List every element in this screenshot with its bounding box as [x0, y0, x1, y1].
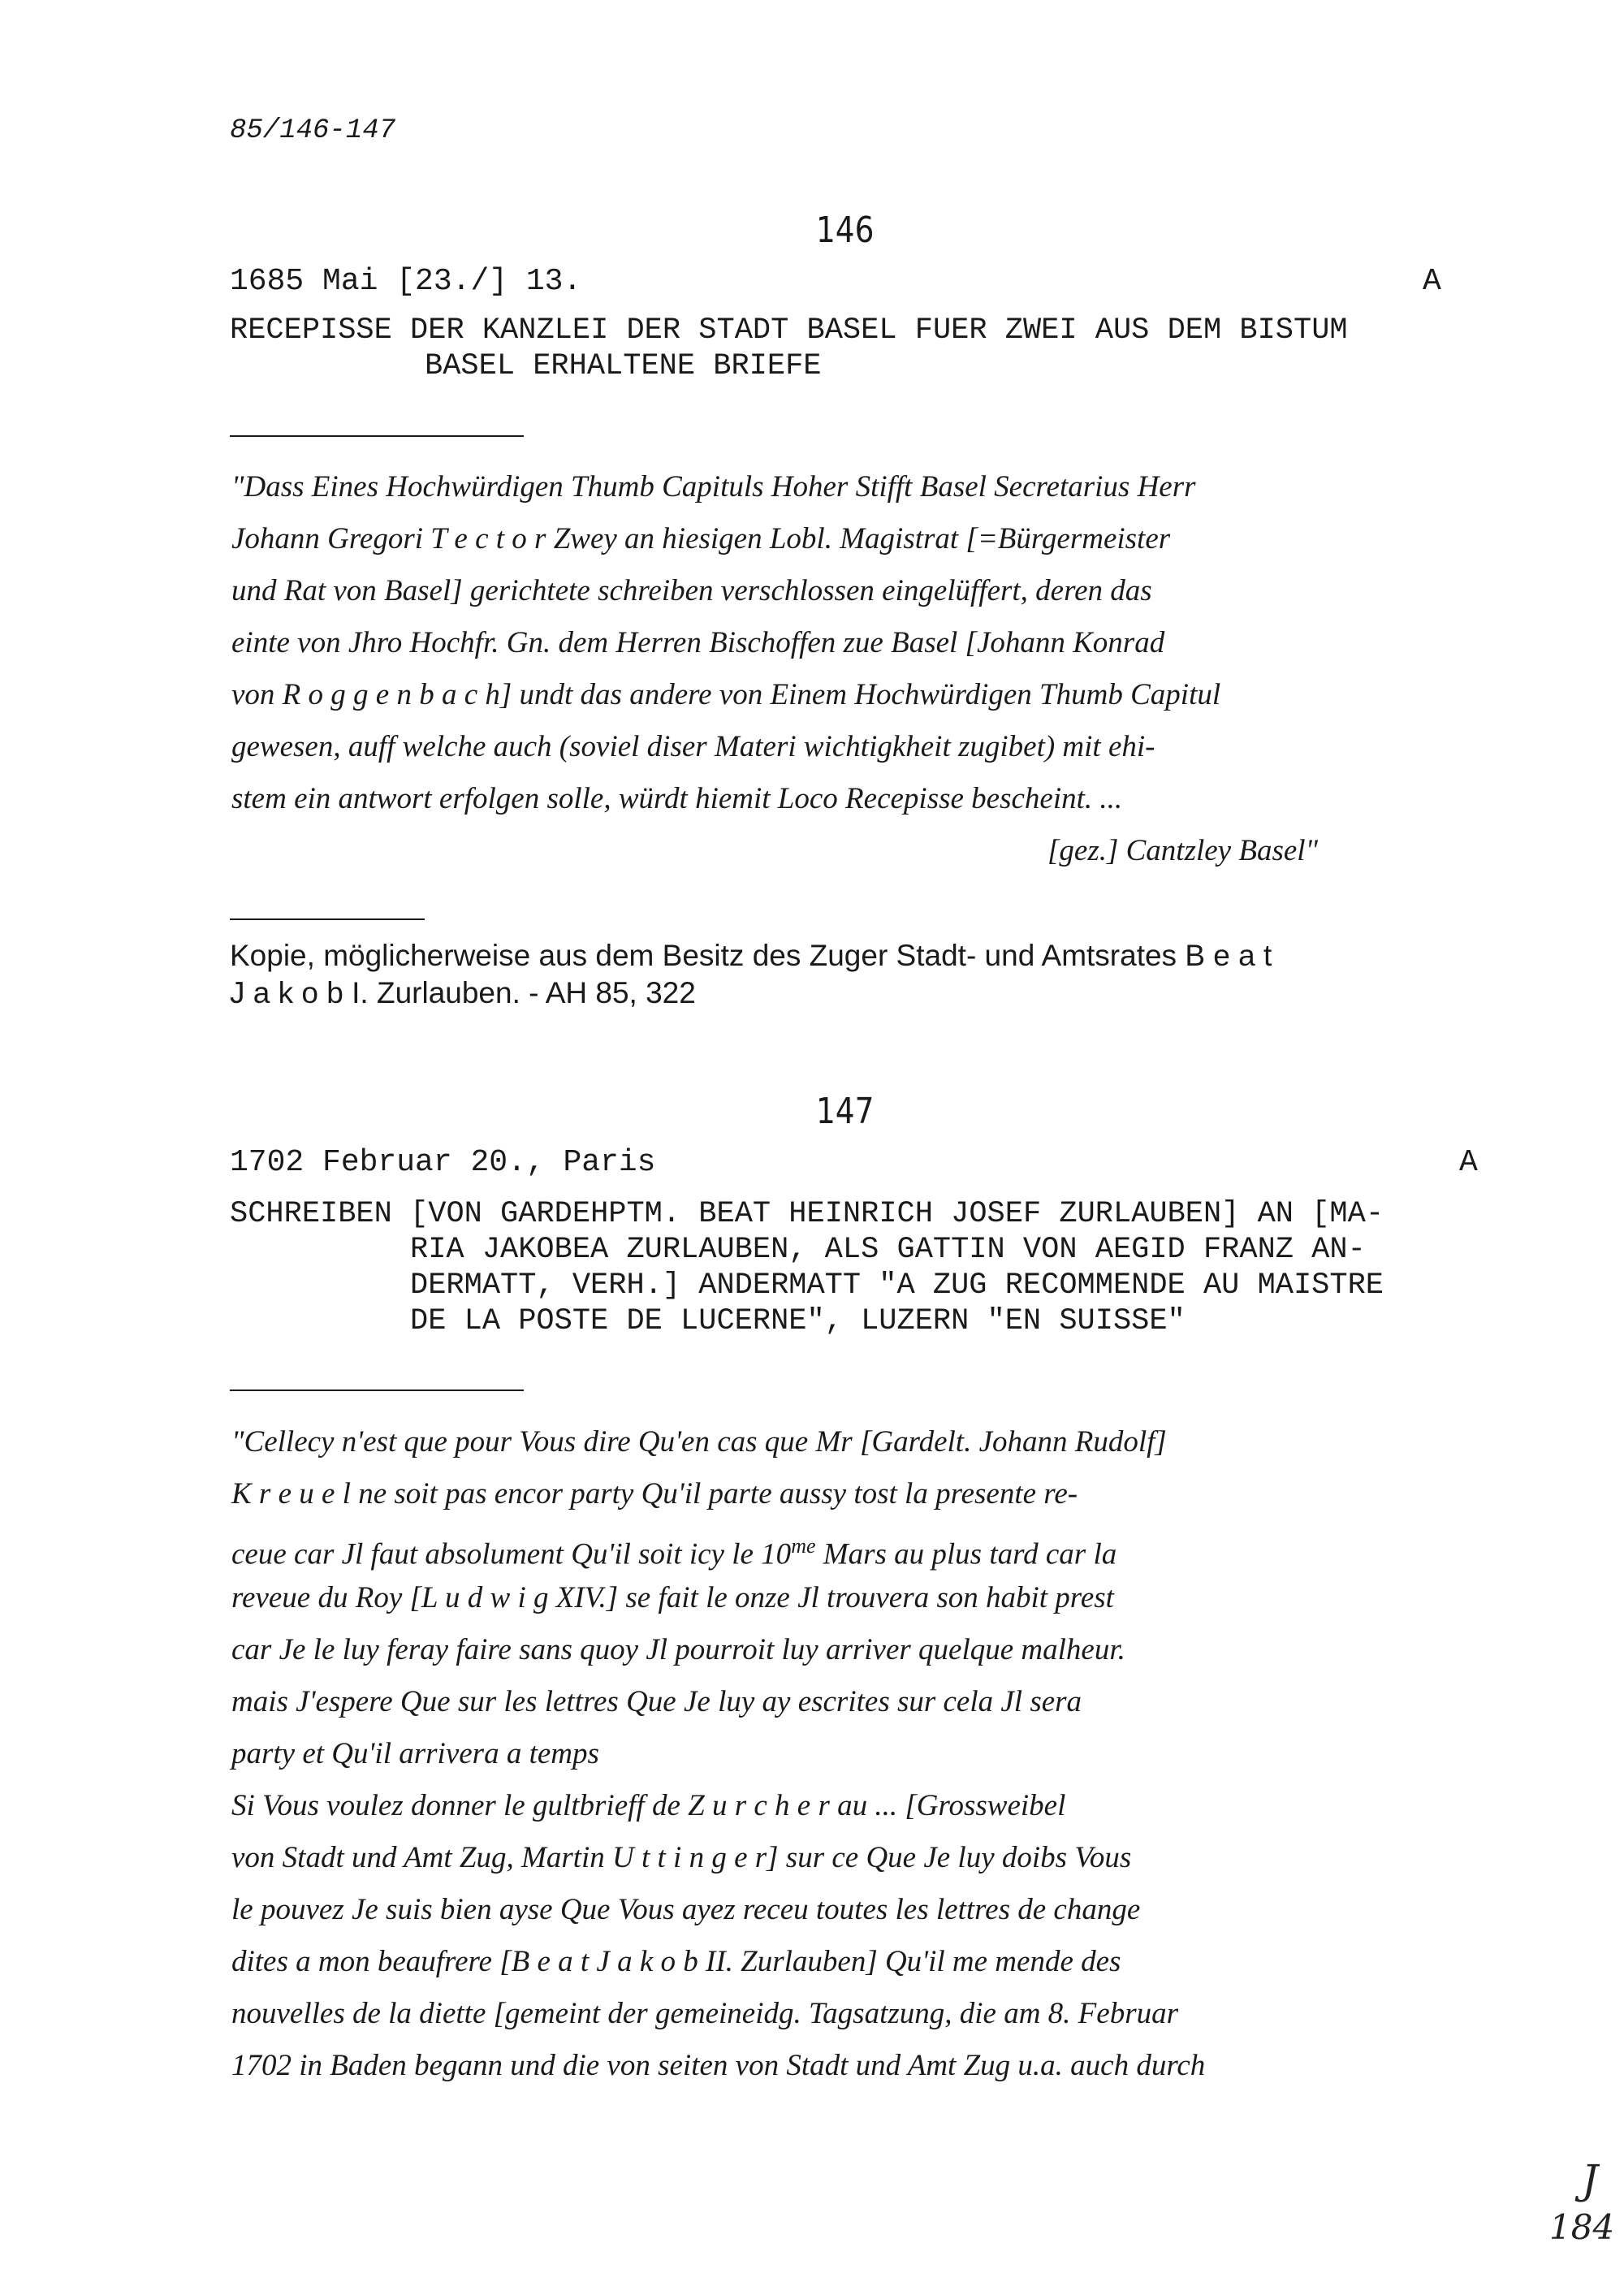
quote-line: 1702 in Baden begann und die von seiten von Stadt und Amt Zug u.a. auch durch [231, 2049, 1206, 2082]
quote-line: von R o g g e n b a c h] undt das andere von Einem Hochwürdigen Thumb Capitul [231, 678, 1221, 711]
doc146-note [230, 937, 1272, 1012]
quote-line: K r e u e l ne soit pas encor party Qu'il parte aussy tost la presente re- [231, 1477, 1078, 1511]
quote-line-tail: Mars au plus tard car la [815, 1537, 1117, 1571]
doc146-rule-bottom [230, 918, 425, 920]
doc146-quote [231, 461, 1220, 825]
quote-line: von Stadt und Amt Zug, Martin U t t i n g e r] sur ce Que Je luy doibs Vous [231, 1841, 1132, 1874]
quote-line [231, 1520, 1205, 1572]
doc146-title [230, 313, 1348, 384]
doc147-title-line: DE LA POSTE DE LUCERNE", LUZERN "EN SUISSE" [410, 1304, 1186, 1338]
doc146-number: 146 [816, 210, 875, 251]
quote-line: car Je le luy feray faire sans quoy Jl pourroit luy arriver quelque malheur. [231, 1633, 1125, 1666]
quote-line: gewesen, auff welche auch (soviel diser Materi wichtigkheit zugibet) mit ehi- [231, 730, 1155, 763]
quote-line: "Dass Eines Hochwürdigen Thumb Capituls Hoher Stifft Basel Secretarius Herr [231, 470, 1196, 504]
doc146-category: A [1423, 264, 1441, 299]
quote-line: reveue du Roy [L u d w i g XIV.] se fait le onze Jl trouvera son habit prest [231, 1581, 1114, 1614]
quote-line-start: ceue car Jl faut absolument Qu'il soit icy le 10 [231, 1537, 792, 1571]
handwritten-page-number: 184 [1549, 2207, 1615, 2247]
quote-line: party et Qu'il arrivera a temps [231, 1737, 599, 1770]
note-line: J a k o b I. Zurlauben. - AH 85, 322 [230, 976, 696, 1009]
doc147-title-line: DERMATT, VERH.] ANDERMATT "A ZUG RECOMMENDE AU MAISTRE [410, 1268, 1384, 1303]
doc146-title-line: BASEL ERHALTENE BRIEFE [425, 349, 822, 383]
quote-line: und Rat von Basel] gerichtete schreiben verschlossen eingelüffert, deren das [231, 574, 1152, 607]
doc147-number: 147 [816, 1091, 875, 1132]
doc147-rule-top [230, 1389, 524, 1391]
doc146-signature: [gez.] Cantzley Basel" [1047, 834, 1319, 867]
document-reference: 85/146-147 [230, 115, 396, 146]
quote-line: mais J'espere Que sur les lettres Que Je luy ay escrites sur cela Jl sera [231, 1685, 1082, 1718]
quote-line: einte von Jhro Hochfr. Gn. dem Herren Bischoffen zue Basel [Johann Konrad [231, 626, 1165, 659]
doc146-rule-top [230, 435, 524, 437]
doc147-title [230, 1196, 1384, 1339]
doc147-title-line: RIA JAKOBEA ZURLAUBEN, ALS GATTIN VON AEGID FRANZ AN- [410, 1233, 1366, 1267]
superscript: me [791, 1534, 816, 1558]
quote-line: "Cellecy n'est que pour Vous dire Qu'en cas que Mr [Gardelt. Johann Rudolf] [231, 1425, 1167, 1459]
quote-line: dites a mon beaufrere [B e a t J a k o b II. Zurlauben] Qu'il me mende des [231, 1945, 1121, 1978]
doc146-date: 1685 Mai [23./] 13. [230, 264, 582, 299]
quote-line: le pouvez Je suis bien ayse Que Vous ayez receu toutes les lettres de change [231, 1893, 1141, 1926]
quote-line: Si Vous voulez donner le gultbrieff de Z u r c h e r au ... [Grossweibel [231, 1789, 1066, 1822]
note-line: Kopie, möglicherweise aus dem Besitz des Zuger Stadt- und Amtsrates B e a t [230, 939, 1272, 972]
quote-line: stem ein antwort erfolgen solle, würdt hiemit Loco Recepisse bescheint. ... [231, 782, 1123, 815]
doc147-title-line: SCHREIBEN [VON GARDEHPTM. BEAT HEINRICH JOSEF ZURLAUBEN] AN [MA- [230, 1197, 1384, 1231]
doc147-category: A [1459, 1145, 1478, 1180]
quote-line: nouvelles de la diette [gemeint der gemeineidg. Tagsatzung, die am 8. Februar [231, 1997, 1179, 2030]
quote-line: Johann Gregori T e c t o r Zwey an hiesigen Lobl. Magistrat [=Bürgermeister [231, 522, 1171, 555]
check-mark: J [1582, 2156, 1599, 2203]
doc147-quote [231, 1416, 1205, 2092]
doc146-title-line: RECEPISSE DER KANZLEI DER STADT BASEL FUER ZWEI AUS DEM BISTUM [230, 313, 1348, 348]
doc147-date: 1702 Februar 20., Paris [230, 1145, 656, 1180]
